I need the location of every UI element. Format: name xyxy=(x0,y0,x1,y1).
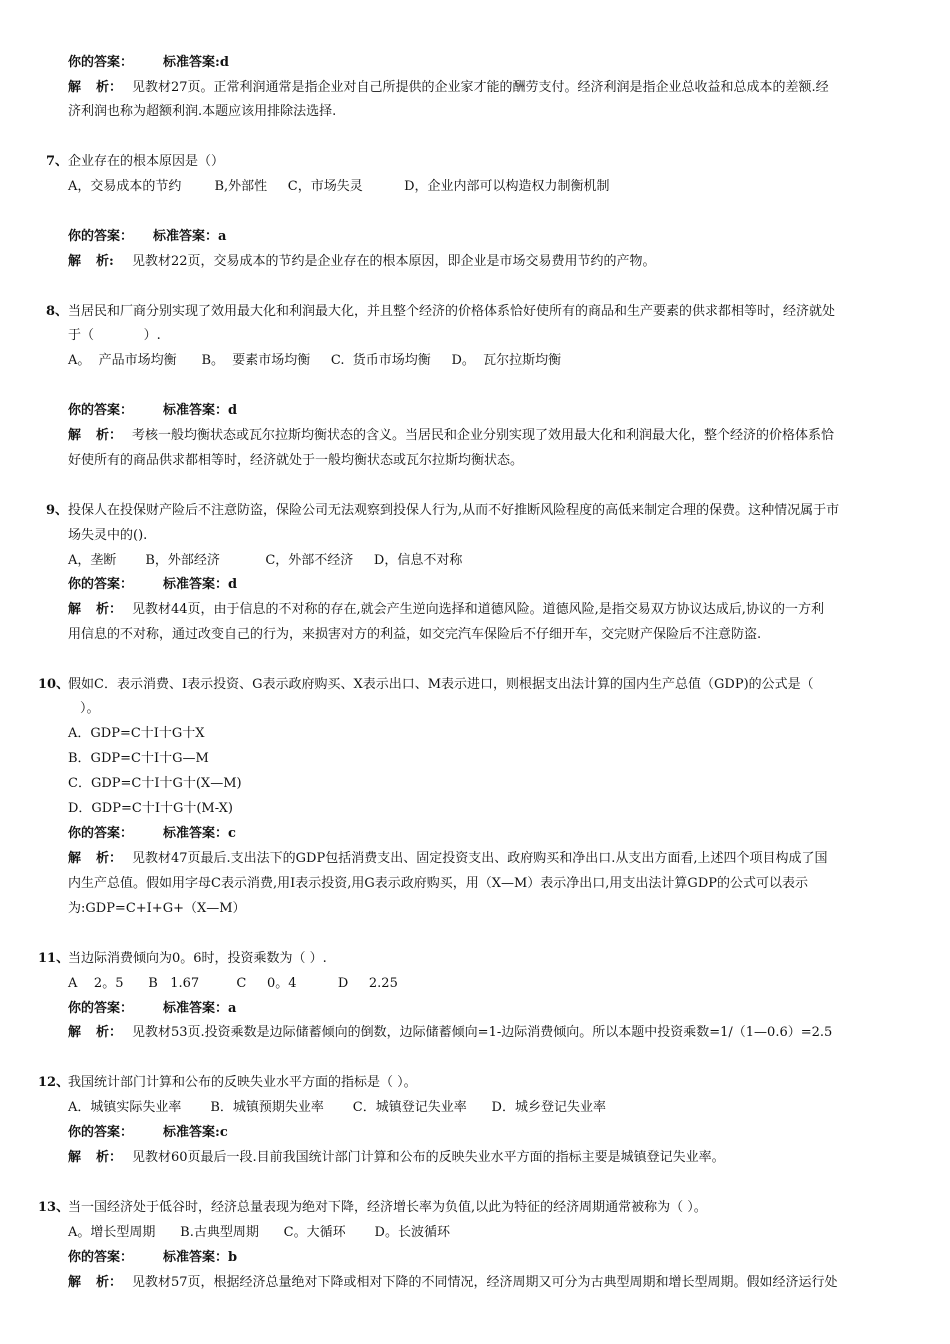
analysis-label-xi: 析： xyxy=(96,1025,123,1040)
question-text: 投保人在投保财产险后不注意防盗，保险公司无法观察到投保人行为,从而不好推断风险程度的高低来制定合理的保费。这种情况属于市 xyxy=(68,503,840,518)
analysis-line xyxy=(68,900,246,918)
analysis-text: 见教材22页，交易成本的节约是企业存在的根本原因，即企业是市场交易费用节约的产物。 xyxy=(132,254,656,269)
question-stem xyxy=(38,950,327,968)
answer-row xyxy=(68,54,229,72)
option-d: D．GDP=C十I十G十(M-X) xyxy=(68,801,233,816)
your-answer-label: 你的答案： xyxy=(68,1125,134,1140)
question-stem xyxy=(46,303,835,321)
question-text: 场失灵中的(). xyxy=(68,528,148,543)
question-stem xyxy=(38,1074,417,1092)
question-options: A．城镇实际失业率 B．城镇预期失业率 C．城镇登记失业率 D．城乡登记失业率 xyxy=(68,1100,606,1115)
question-number: 12、 xyxy=(38,1075,70,1090)
analysis-text: 见教材44页，由于信息的不对称的存在,就会产生逆向选择和道德风险。道德风险,是指交易双方协议达成后,协议的一方利 xyxy=(132,602,824,617)
analysis-label-jie: 解 xyxy=(68,254,82,269)
standard-answer: 标准答案：a xyxy=(163,1001,237,1016)
question-number: 8、 xyxy=(46,304,69,319)
question-text: ）。 xyxy=(80,701,100,716)
analysis-label-jie: 解 xyxy=(68,428,82,443)
question-number: 11、 xyxy=(38,951,70,966)
answer-row xyxy=(68,402,237,420)
analysis-line xyxy=(68,875,808,893)
question-text: 当边际消费倾向为0。6时，投资乘数为（ ）. xyxy=(68,951,327,966)
your-answer-label: 你的答案： xyxy=(68,229,134,244)
question-stem xyxy=(38,1199,707,1217)
question-options: A 2。5 B 1.67 C 0。4 D 2.25 xyxy=(68,976,398,991)
question-text: 企业存在的根本原因是（） xyxy=(68,154,225,169)
standard-answer: 标准答案：a xyxy=(153,229,227,244)
question-options: A，交易成本的节约 B,外部性 C，市场失灵 D，企业内部可以构造权力制衡机制 xyxy=(68,179,610,194)
standard-answer: 标准答案:c xyxy=(163,1125,228,1140)
analysis-label-jie: 解 xyxy=(68,80,82,95)
standard-answer: 标准答案:d xyxy=(163,55,229,70)
question-number: 13、 xyxy=(38,1200,70,1215)
analysis-text: 好使所有的商品供求都相等时，经济就处于一般均衡状态或瓦尔拉斯均衡状态。 xyxy=(68,453,524,468)
analysis-label-jie: 解 xyxy=(68,602,82,617)
analysis-text: 见教材47页最后.支出法下的GDP包括消费支出、固定投资支出、政府购买和净出口.从支出方面看,上述四个项目构成了国 xyxy=(132,851,828,866)
analysis-line xyxy=(68,1274,838,1292)
question-stem xyxy=(38,676,814,694)
analysis-line xyxy=(68,1024,832,1042)
standard-answer: 标准答案：c xyxy=(163,826,236,841)
analysis-line xyxy=(68,79,829,97)
your-answer-label: 你的答案： xyxy=(68,55,134,70)
question-text: 当居民和厂商分别实现了效用最大化和利润最大化，并且整个经济的价格体系恰好使所有的商品和生产要素的供求都相等时，经济就处 xyxy=(68,304,836,319)
question-text: 于（ ）. xyxy=(68,328,161,343)
analysis-label-jie: 解 xyxy=(68,851,82,866)
analysis-text: 见教材60页最后一段.目前我国统计部门计算和公布的反映失业水平方面的指标主要是城镇登记失业率。 xyxy=(132,1150,725,1165)
answer-row xyxy=(68,1000,236,1018)
question-stem xyxy=(46,153,224,171)
answer-row xyxy=(68,825,236,843)
answer-row xyxy=(68,1124,228,1142)
standard-answer: 标准答案：d xyxy=(163,577,238,592)
analysis-label-jie: 解 xyxy=(68,1275,82,1290)
analysis-line xyxy=(68,427,834,445)
analysis-text: 考核一般均衡状态或瓦尔拉斯均衡状态的含义。当居民和企业分别实现了效用最大化和利润最大化，整个经济的价格体系恰 xyxy=(132,428,835,443)
question-options: A。增长型周期 B.古典型周期 C。大循环 D。长波循环 xyxy=(68,1225,450,1240)
standard-answer: 标准答案：d xyxy=(163,403,238,418)
analysis-text: 用信息的不对称，通过改变自己的行为，来损害对方的利益，如交完汽车保险后不仔细开车，交完财产保险后不注意防盗. xyxy=(68,627,762,642)
analysis-line xyxy=(68,626,761,644)
analysis-text: 为:GDP=C+I+G+（X—M） xyxy=(68,901,246,916)
question-text: 当一国经济处于低谷时，经济总量表现为绝对下降，经济增长率为负值,以此为特征的经济周期通常被称为（ ）。 xyxy=(68,1200,707,1215)
answer-row xyxy=(68,1249,237,1267)
analysis-label-jie: 解 xyxy=(68,1150,82,1165)
question-text: 我国统计部门计算和公布的反映失业水平方面的指标是（ ）。 xyxy=(68,1075,417,1090)
analysis-text: 济利润也称为超额利润.本题应该用排除法选择. xyxy=(68,104,337,119)
analysis-text: 内生产总值。假如用字母C表示消费,用I表示投资,用G表示政府购买，用（X—M）表示净出口,用支出法计算GDP的公式可以表示 xyxy=(68,876,808,891)
analysis-label-xi: 析： xyxy=(96,602,123,617)
analysis-label-xi: 析： xyxy=(96,80,123,95)
analysis-line xyxy=(68,253,656,271)
question-number: 9、 xyxy=(46,503,69,518)
analysis-label-xi: 析: xyxy=(96,254,114,269)
analysis-line xyxy=(68,452,523,470)
your-answer-label: 你的答案： xyxy=(68,826,134,841)
analysis-line xyxy=(68,1149,725,1167)
question-options: A，垄断 B，外部经济 C，外部不经济 D，信息不对称 xyxy=(68,553,463,568)
your-answer-label: 你的答案： xyxy=(68,1250,134,1265)
analysis-line xyxy=(68,601,824,619)
analysis-text: 见教材53页.投资乘数是边际储蓄倾向的倒数，边际储蓄倾向=1-边际消费倾向。所以本题中投资乘数=1/（1—0.6）=2.5 xyxy=(132,1025,833,1040)
analysis-label-xi: 析： xyxy=(96,851,123,866)
option-c: C．GDP=C十I十G十(X—M) xyxy=(68,776,242,791)
question-number: 7、 xyxy=(46,154,69,169)
analysis-label-jie: 解 xyxy=(68,1025,82,1040)
question-options: A。 产品市场均衡 B。 要素市场均衡 C. 货币市场均衡 D。 瓦尔拉斯均衡 xyxy=(68,353,562,368)
analysis-line xyxy=(68,103,336,121)
answer-row xyxy=(68,576,237,594)
standard-answer: 标准答案：b xyxy=(163,1250,238,1265)
analysis-text: 见教材27页。正常利润通常是指企业对自己所提供的企业家才能的酬劳支付。经济利润是指企业总收益和总成本的差额.经 xyxy=(132,80,829,95)
analysis-line xyxy=(68,850,828,868)
analysis-label-xi: 析： xyxy=(96,1150,123,1165)
your-answer-label: 你的答案： xyxy=(68,1001,134,1016)
your-answer-label: 你的答案： xyxy=(68,577,134,592)
option-a: A．GDP=C十I十G十X xyxy=(68,726,205,741)
answer-row xyxy=(68,228,226,246)
your-answer-label: 你的答案： xyxy=(68,403,134,418)
analysis-label-xi: 析： xyxy=(96,428,123,443)
question-stem xyxy=(46,502,839,520)
question-text: 假如C．表示消费、I表示投资、G表示政府购买、X表示出口、M表示进口，则根据支出法计算的国内生产总值（GDP)的公式是（ xyxy=(68,677,814,692)
option-b: B．GDP=C十I十G—M xyxy=(68,751,209,766)
analysis-text: 见教材57页，根据经济总量绝对下降或相对下降的不同情况，经济周期又可分为古典型周期和增长型周期。假如经济运行处 xyxy=(132,1275,838,1290)
question-number: 10、 xyxy=(38,677,70,692)
analysis-label-xi: 析： xyxy=(96,1275,123,1290)
